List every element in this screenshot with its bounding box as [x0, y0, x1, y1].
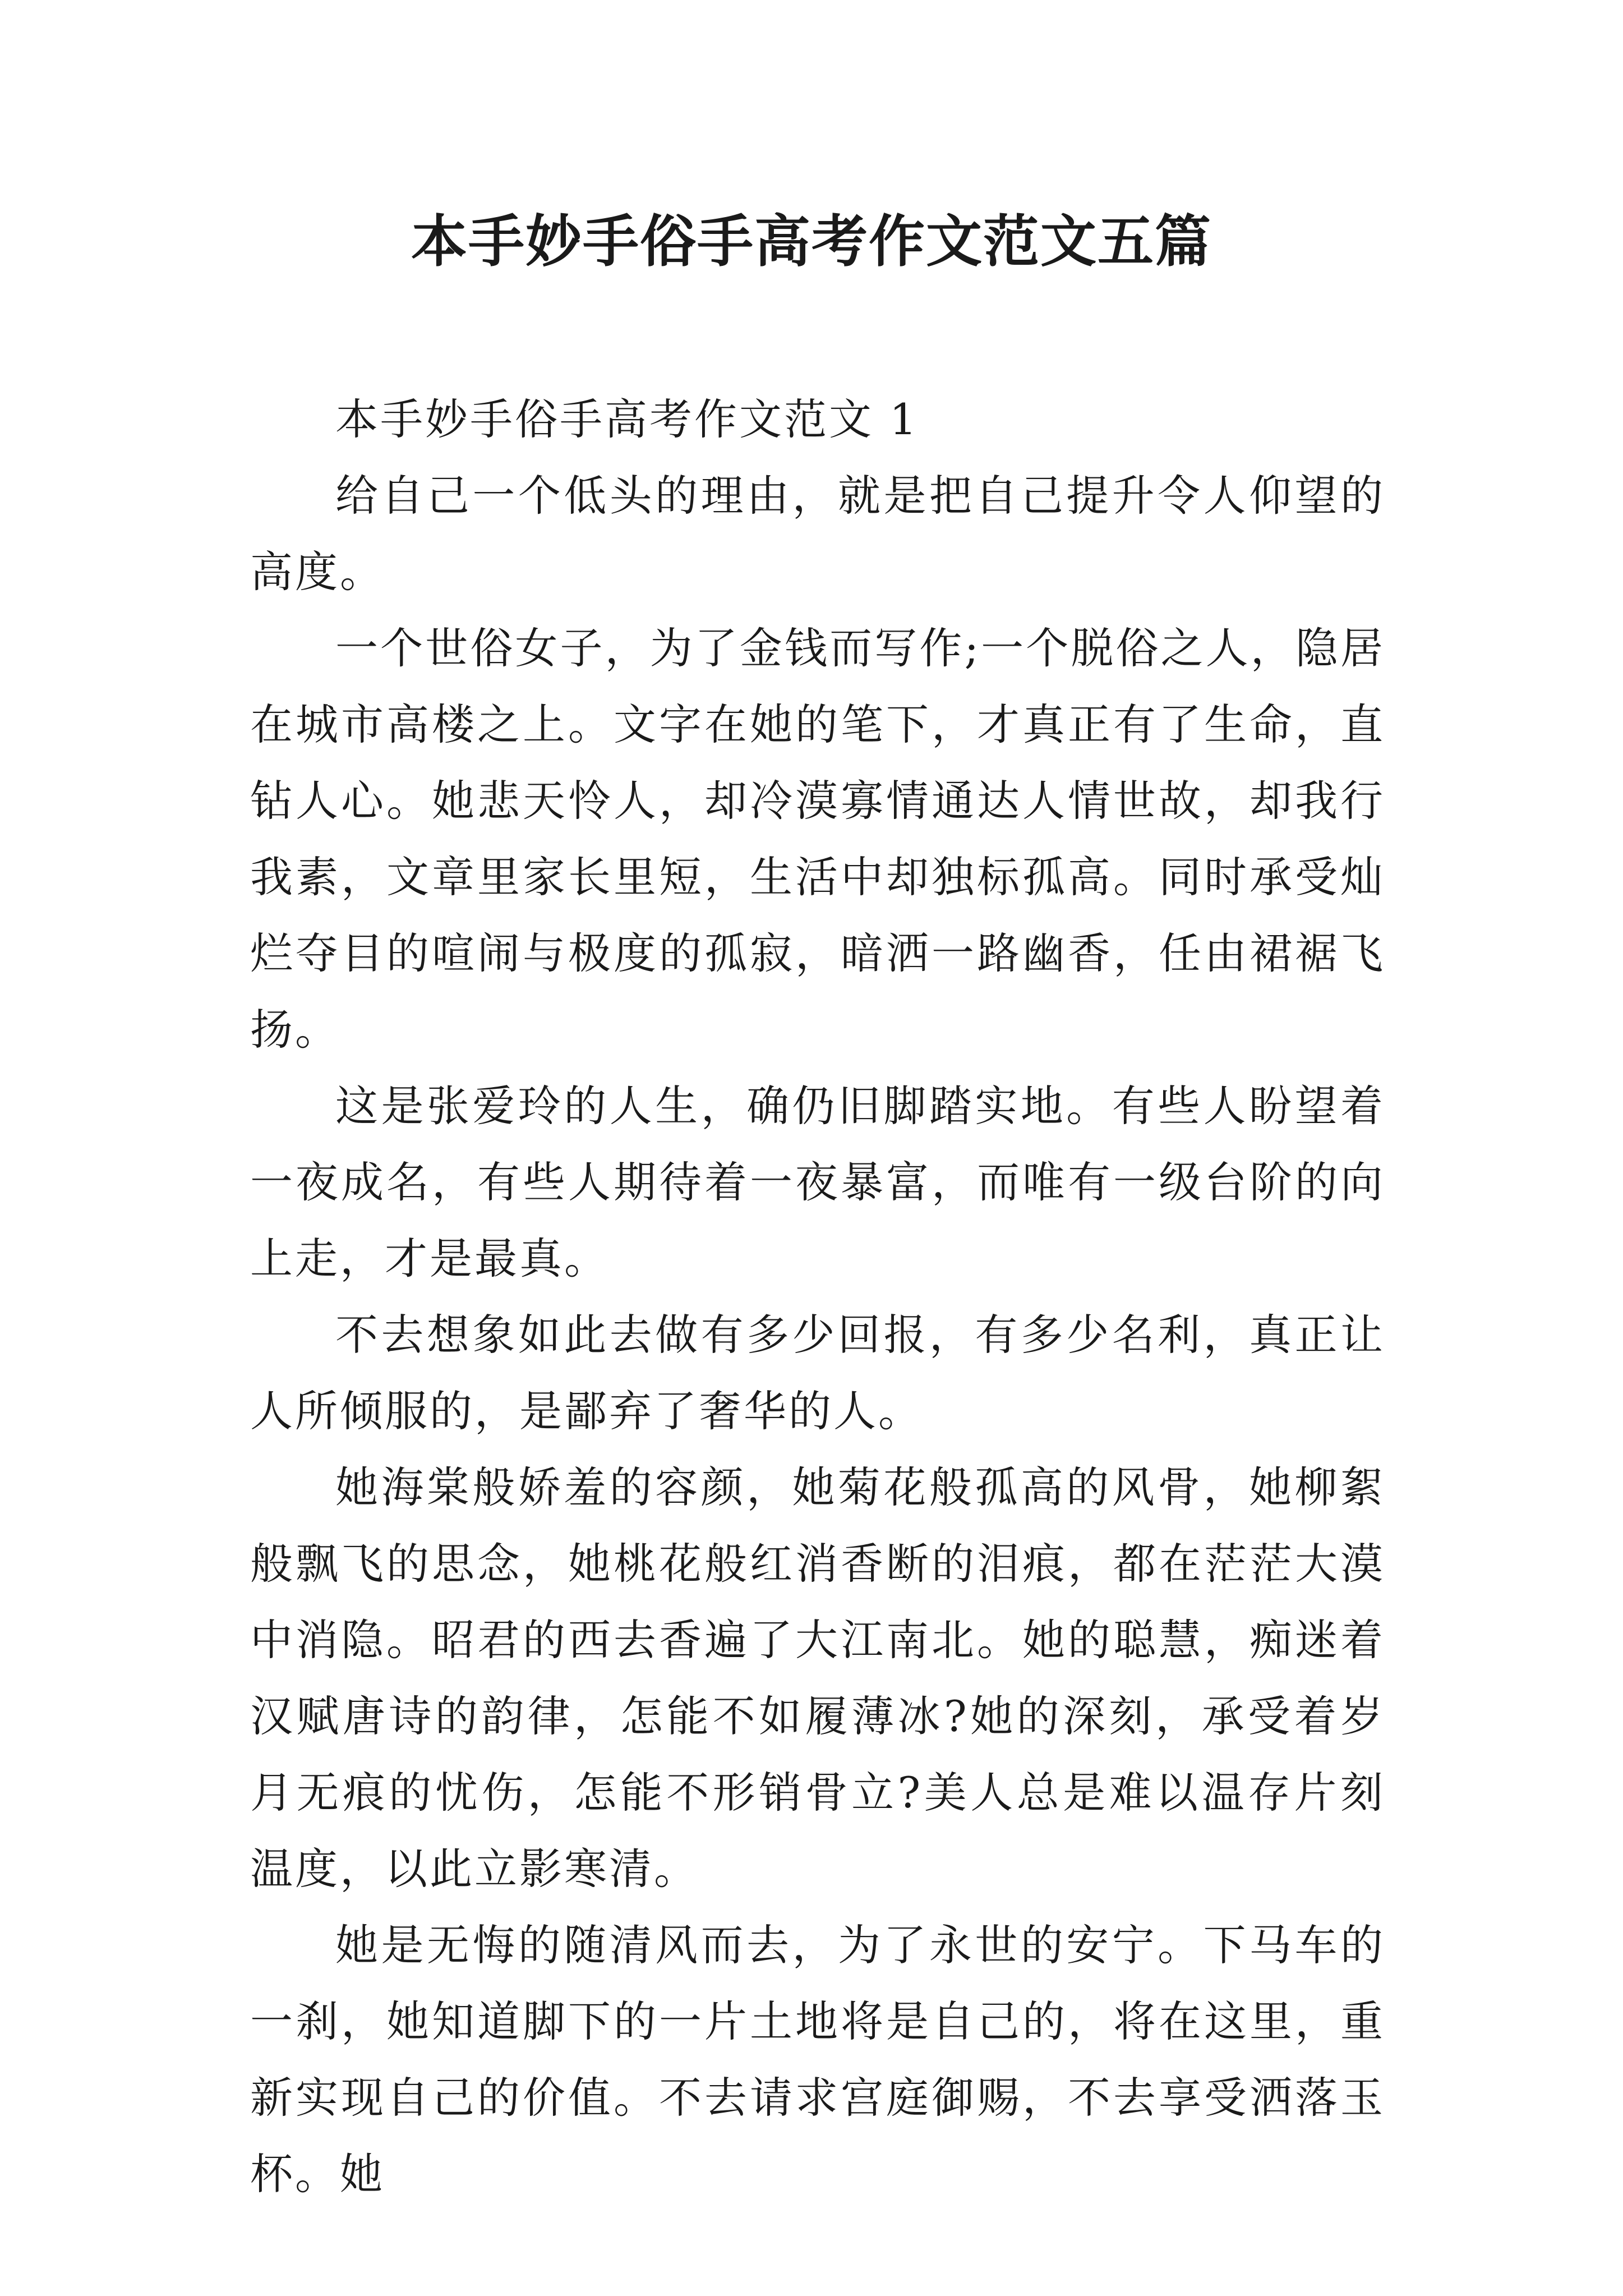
essay-heading: 本手妙手俗手高考作文范文 1 [335, 394, 919, 444]
paragraph: 一个世俗女子，为了金钱而写作;一个脱俗之人，隐居在城市高楼之上。文字在她的笔下，才真正有了生命，直钻人心。她悲天怜人，却冷漠寡情通达人情世故，却我行我素，文章里家长里短，生活中却独标孤高。同时承受灿烂夺目的喧闹与极度的孤寂，暗洒一路幽香，任由裙裾飞扬。 [250, 623, 1385, 1055]
document-title: 本手妙手俗手高考作文范文五篇 [411, 208, 1212, 274]
paragraph: 她是无悔的随清风而去，为了永世的安宁。下马车的一刹，她知道脚下的一片土地将是自己的，将在这里，重新实现自己的价值。不去请求宫庭御赐，不去享受洒落玉杯。她 [250, 1920, 1385, 2199]
paragraph: 她海棠般娇羞的容颜，她菊花般孤高的风骨，她柳絮般飘飞的思念，她桃花般红消香断的泪痕，都在茫茫大漠中消隐。昭君的西去香遍了大江南北。她的聪慧，痴迷着汉赋唐诗的韵律，怎能不如履薄冰?她的深刻，承受着岁月无痕的忧伤，怎能不形销骨立?美人总是难以温存片刻温度，以此立影寒清。 [250, 1462, 1385, 1894]
paragraph: 不去想象如此去做有多少回报，有多少名利，真正让人所倾服的，是鄙弃了奢华的人。 [250, 1310, 1385, 1436]
document-body [250, 381, 1385, 2212]
paragraph: 给自己一个低头的理由，就是把自己提升令人仰望的高度。 [250, 471, 1385, 597]
paragraph: 这是张爱玲的人生，确仍旧脚踏实地。有些人盼望着一夜成名，有些人期待着一夜暴富，而唯有一级台阶的向上走，才是最真。 [250, 1081, 1385, 1283]
